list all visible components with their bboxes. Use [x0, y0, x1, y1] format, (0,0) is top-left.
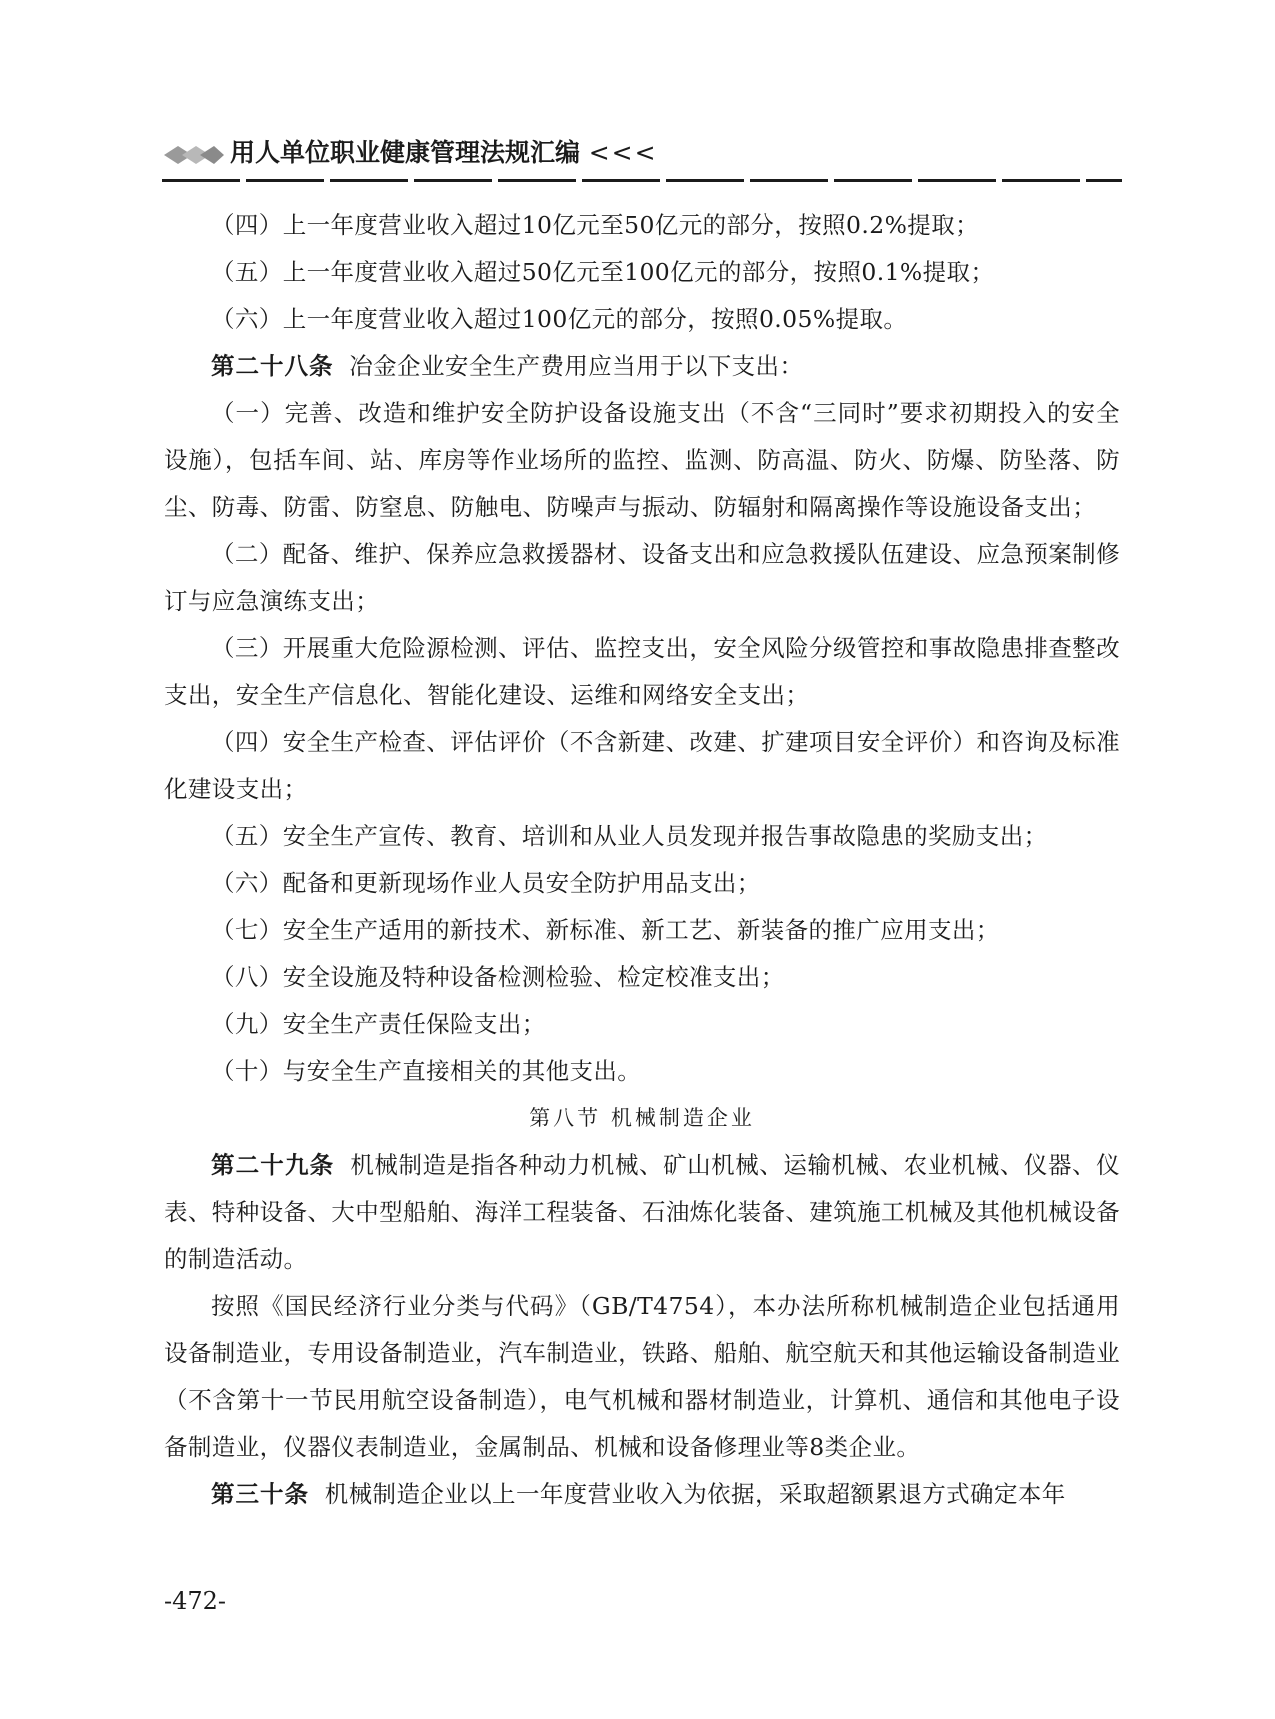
item-4: （四）安全生产检查、评估评价（不含新建、改建、扩建项目安全评价）和咨询及标准化建设支出；: [164, 728, 1120, 803]
paragraph-6: （六）上一年度营业收入超过100亿元的部分，按照0.05%提取。: [211, 305, 908, 333]
item-9: （九）安全生产责任保险支出；: [211, 1010, 546, 1038]
header-rule: [162, 179, 1122, 185]
article-28-label: 第二十八条: [211, 352, 334, 380]
article-29-label: 第二十九条: [211, 1151, 335, 1179]
article-30: [164, 1471, 1120, 1518]
item-2: （二）配备、维护、保养应急救援器材、设备支出和应急救援队伍建设、应急预案制修订与应急演练支出；: [164, 540, 1120, 615]
header-title: [230, 136, 658, 170]
item-10: （十）与安全生产直接相关的其他支出。: [211, 1057, 642, 1085]
paragraph-4: （四）上一年度营业收入超过10亿元至50亿元的部分，按照0.2%提取；: [211, 211, 980, 239]
running-header: [162, 136, 1122, 176]
article-28-text: 冶金企业安全生产费用应当用于以下支出：: [349, 352, 804, 380]
page-content: [164, 202, 1120, 1518]
double-arrow-icon: [162, 140, 224, 170]
article-30-label: 第三十条: [211, 1480, 309, 1508]
item-5: （五）安全生产宣传、教育、培训和从业人员发现并报告事故隐患的奖励支出；: [211, 822, 1048, 850]
item-1: （一）完善、改造和维护安全防护设备设施支出（不含“三同时”要求初期投入的安全设施），包括车间、站、库房等作业场所的监控、监测、防高温、防火、防爆、防坠落、防尘、防毒、防雷、防窒息、防触电、防噪声与振动、防辐射和隔离操作等设施设备支出；: [164, 399, 1120, 521]
item-7: （七）安全生产适用的新技术、新标准、新工艺、新装备的推广应用支出；: [211, 916, 1000, 944]
classification-paragraph: 按照《国民经济行业分类与代码》（GB/T4754），本办法所称机械制造企业包括通用设备制造业，专用设备制造业，汽车制造业，铁路、船舶、航空航天和其他运输设备制造业（不含第十一节民用航空设备制造），电气机械和器材制造业，计算机、通信和其他电子设备制造业，仪器仪表制造业，金属制品、机械和设备修理业等8类企业。: [164, 1292, 1120, 1461]
paragraph-5: （五）上一年度营业收入超过50亿元至100亿元的部分，按照0.1%提取；: [211, 258, 995, 286]
article-29-text: 机械制造是指各种动力机械、矿山机械、运输机械、农业机械、仪器、仪表、特种设备、大中型船舶、海洋工程装备、石油炼化装备、建筑施工机械及其他机械设备的制造活动。: [164, 1151, 1120, 1273]
header-suffix: <<<: [588, 138, 658, 167]
item-6: （六）配备和更新现场作业人员安全防护用品支出；: [211, 869, 761, 897]
item-3: （三）开展重大危险源检测、评估、监控支出，安全风险分级管控和事故隐患排查整改支出，安全生产信息化、智能化建设、运维和网络安全支出；: [164, 634, 1120, 709]
header-title-text: 用人单位职业健康管理法规汇编: [230, 138, 581, 167]
article-29: [164, 1142, 1120, 1283]
article-30-text: 机械制造企业以上一年度营业收入为依据，采取超额累退方式确定本年: [324, 1480, 1066, 1508]
page-number: -472-: [164, 1587, 227, 1615]
item-8: （八）安全设施及特种设备检测检验、检定校准支出；: [211, 963, 785, 991]
section-heading: 第八节 机械制造企业: [529, 1106, 755, 1130]
article-28: [164, 343, 1120, 390]
